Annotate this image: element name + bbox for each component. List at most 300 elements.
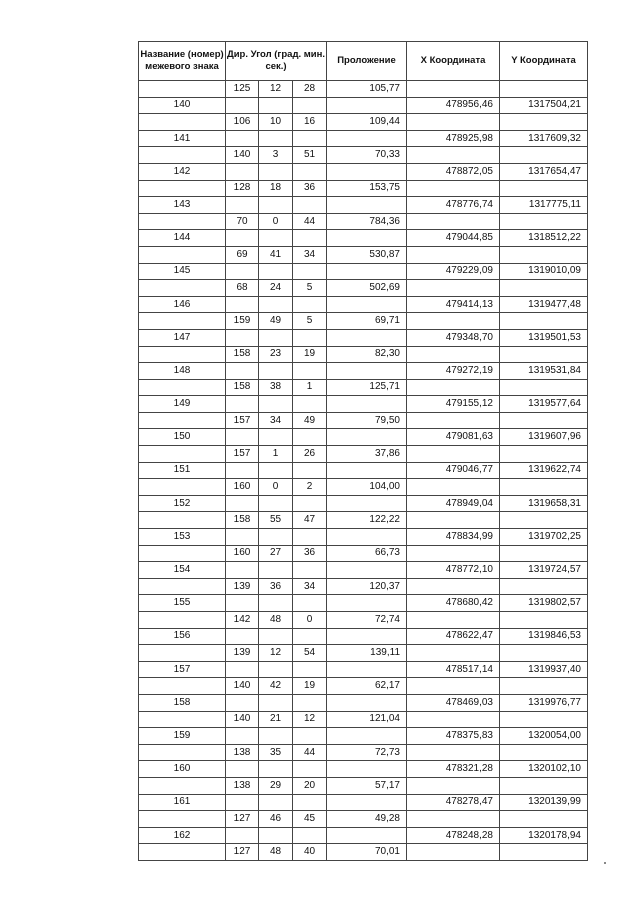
angle-min-cell (259, 827, 293, 844)
angle-sec-cell (293, 130, 327, 147)
angle-deg-cell: 157 (226, 446, 259, 463)
point-name-cell (139, 147, 226, 164)
angle-min-cell: 41 (259, 246, 293, 263)
angle-min-cell: 0 (259, 479, 293, 496)
y-coordinate-cell: 1320139,99 (500, 794, 588, 811)
angle-deg-cell (226, 661, 259, 678)
x-coordinate-cell: 478872,05 (407, 163, 500, 180)
y-coordinate-cell (500, 811, 588, 828)
x-coordinate-cell: 478248,28 (407, 827, 500, 844)
angle-min-cell: 55 (259, 512, 293, 529)
segment-row (139, 777, 588, 794)
angle-deg-cell (226, 761, 259, 778)
segment-row (139, 180, 588, 197)
point-name-cell: 152 (139, 495, 226, 512)
point-row (139, 230, 588, 247)
segment-row (139, 545, 588, 562)
y-coordinate-cell (500, 479, 588, 496)
point-row (139, 562, 588, 579)
length-cell: 153,75 (327, 180, 407, 197)
angle-deg-cell (226, 363, 259, 380)
angle-deg-cell (226, 163, 259, 180)
segment-row (139, 313, 588, 330)
angle-deg-cell: 127 (226, 844, 259, 861)
x-coordinate-cell: 478517,14 (407, 661, 500, 678)
point-name-cell (139, 645, 226, 662)
angle-deg-cell: 128 (226, 180, 259, 197)
segment-row (139, 81, 588, 98)
y-coordinate-cell: 1319724,57 (500, 562, 588, 579)
point-name-cell: 147 (139, 329, 226, 346)
length-cell: 72,74 (327, 612, 407, 629)
angle-min-cell: 34 (259, 412, 293, 429)
length-cell: 69,71 (327, 313, 407, 330)
length-cell (327, 429, 407, 446)
point-name-cell: 154 (139, 562, 226, 579)
angle-deg-cell: 160 (226, 479, 259, 496)
header-y: Y Координата (500, 42, 588, 81)
y-coordinate-cell (500, 612, 588, 629)
angle-deg-cell (226, 794, 259, 811)
point-name-cell: 153 (139, 529, 226, 546)
point-name-cell (139, 678, 226, 695)
angle-sec-cell (293, 827, 327, 844)
segment-row (139, 147, 588, 164)
angle-min-cell (259, 230, 293, 247)
y-coordinate-cell: 1319577,64 (500, 396, 588, 413)
x-coordinate-cell: 479044,85 (407, 230, 500, 247)
header-x: X Координата (407, 42, 500, 81)
point-name-cell (139, 612, 226, 629)
angle-sec-cell: 5 (293, 280, 327, 297)
angle-sec-cell: 54 (293, 645, 327, 662)
angle-deg-cell (226, 230, 259, 247)
angle-sec-cell (293, 595, 327, 612)
length-cell: 79,50 (327, 412, 407, 429)
y-coordinate-cell (500, 678, 588, 695)
angle-sec-cell: 12 (293, 711, 327, 728)
length-cell: 72,73 (327, 744, 407, 761)
angle-deg-cell (226, 694, 259, 711)
angle-sec-cell: 36 (293, 180, 327, 197)
length-cell: 104,00 (327, 479, 407, 496)
angle-min-cell (259, 661, 293, 678)
length-cell: 530,87 (327, 246, 407, 263)
x-coordinate-cell (407, 213, 500, 230)
angle-min-cell: 24 (259, 280, 293, 297)
point-name-cell: 149 (139, 396, 226, 413)
point-name-cell: 145 (139, 263, 226, 280)
y-coordinate-cell: 1319501,53 (500, 329, 588, 346)
y-coordinate-cell (500, 180, 588, 197)
angle-sec-cell (293, 329, 327, 346)
length-cell: 82,30 (327, 346, 407, 363)
point-name-cell: 162 (139, 827, 226, 844)
point-row (139, 661, 588, 678)
y-coordinate-cell (500, 147, 588, 164)
point-row (139, 827, 588, 844)
angle-min-cell (259, 296, 293, 313)
angle-min-cell: 27 (259, 545, 293, 562)
angle-deg-cell: 139 (226, 645, 259, 662)
angle-deg-cell: 125 (226, 81, 259, 98)
x-coordinate-cell: 478834,99 (407, 529, 500, 546)
angle-min-cell: 48 (259, 612, 293, 629)
segment-row (139, 114, 588, 131)
angle-min-cell: 23 (259, 346, 293, 363)
segment-row (139, 379, 588, 396)
angle-min-cell (259, 694, 293, 711)
segment-row (139, 711, 588, 728)
angle-min-cell (259, 363, 293, 380)
segment-row (139, 412, 588, 429)
point-name-cell (139, 512, 226, 529)
x-coordinate-cell: 478925,98 (407, 130, 500, 147)
point-row (139, 728, 588, 745)
angle-min-cell (259, 562, 293, 579)
segment-row (139, 512, 588, 529)
length-cell: 121,04 (327, 711, 407, 728)
point-row (139, 529, 588, 546)
x-coordinate-cell (407, 844, 500, 861)
length-cell (327, 794, 407, 811)
y-coordinate-cell: 1317609,32 (500, 130, 588, 147)
angle-sec-cell (293, 396, 327, 413)
point-name-cell (139, 346, 226, 363)
x-coordinate-cell (407, 711, 500, 728)
angle-min-cell (259, 263, 293, 280)
point-name-cell (139, 379, 226, 396)
y-coordinate-cell: 1320054,00 (500, 728, 588, 745)
segment-row (139, 612, 588, 629)
angle-min-cell (259, 595, 293, 612)
point-row (139, 263, 588, 280)
point-row (139, 462, 588, 479)
x-coordinate-cell (407, 147, 500, 164)
point-name-cell (139, 180, 226, 197)
x-coordinate-cell (407, 246, 500, 263)
angle-sec-cell: 44 (293, 213, 327, 230)
length-cell (327, 495, 407, 512)
y-coordinate-cell (500, 81, 588, 98)
length-cell: 105,77 (327, 81, 407, 98)
x-coordinate-cell (407, 81, 500, 98)
length-cell: 70,01 (327, 844, 407, 861)
length-cell (327, 130, 407, 147)
angle-deg-cell: 159 (226, 313, 259, 330)
point-name-cell (139, 114, 226, 131)
header-row (139, 42, 588, 81)
y-coordinate-cell (500, 246, 588, 263)
length-cell (327, 396, 407, 413)
angle-deg-cell (226, 728, 259, 745)
y-coordinate-cell: 1319658,31 (500, 495, 588, 512)
angle-sec-cell (293, 728, 327, 745)
angle-deg-cell (226, 529, 259, 546)
length-cell: 109,44 (327, 114, 407, 131)
point-row (139, 130, 588, 147)
x-coordinate-cell (407, 479, 500, 496)
y-coordinate-cell (500, 578, 588, 595)
x-coordinate-cell: 479414,13 (407, 296, 500, 313)
y-coordinate-cell (500, 777, 588, 794)
point-name-cell (139, 545, 226, 562)
angle-min-cell: 0 (259, 213, 293, 230)
angle-deg-cell (226, 628, 259, 645)
point-name-cell: 151 (139, 462, 226, 479)
length-cell: 70,33 (327, 147, 407, 164)
angle-min-cell (259, 163, 293, 180)
x-coordinate-cell: 479081,63 (407, 429, 500, 446)
angle-min-cell (259, 329, 293, 346)
point-name-cell: 144 (139, 230, 226, 247)
angle-deg-cell: 158 (226, 379, 259, 396)
x-coordinate-cell (407, 678, 500, 695)
angle-deg-cell: 160 (226, 545, 259, 562)
angle-sec-cell (293, 495, 327, 512)
angle-deg-cell (226, 495, 259, 512)
angle-deg-cell (226, 263, 259, 280)
angle-sec-cell (293, 761, 327, 778)
point-name-cell (139, 479, 226, 496)
length-cell: 120,37 (327, 578, 407, 595)
x-coordinate-cell (407, 512, 500, 529)
point-name-cell: 158 (139, 694, 226, 711)
angle-sec-cell: 19 (293, 346, 327, 363)
length-cell (327, 628, 407, 645)
y-coordinate-cell (500, 379, 588, 396)
angle-sec-cell: 5 (293, 313, 327, 330)
segment-row (139, 844, 588, 861)
angle-sec-cell: 44 (293, 744, 327, 761)
length-cell (327, 761, 407, 778)
segment-row (139, 246, 588, 263)
x-coordinate-cell (407, 612, 500, 629)
angle-sec-cell (293, 661, 327, 678)
length-cell: 62,17 (327, 678, 407, 695)
x-coordinate-cell (407, 446, 500, 463)
length-cell: 57,17 (327, 777, 407, 794)
angle-sec-cell (293, 694, 327, 711)
point-name-cell: 159 (139, 728, 226, 745)
x-coordinate-cell: 479155,12 (407, 396, 500, 413)
x-coordinate-cell: 479272,19 (407, 363, 500, 380)
point-name-cell: 156 (139, 628, 226, 645)
angle-min-cell (259, 396, 293, 413)
y-coordinate-cell: 1319531,84 (500, 363, 588, 380)
point-row (139, 396, 588, 413)
angle-deg-cell (226, 329, 259, 346)
point-row (139, 761, 588, 778)
angle-deg-cell (226, 562, 259, 579)
point-row (139, 197, 588, 214)
segment-row (139, 213, 588, 230)
angle-min-cell: 21 (259, 711, 293, 728)
x-coordinate-cell (407, 811, 500, 828)
segment-row (139, 578, 588, 595)
point-name-cell (139, 777, 226, 794)
x-coordinate-cell: 478949,04 (407, 495, 500, 512)
angle-min-cell: 38 (259, 379, 293, 396)
x-coordinate-cell (407, 313, 500, 330)
point-name-cell: 140 (139, 97, 226, 114)
point-name-cell: 142 (139, 163, 226, 180)
angle-min-cell: 10 (259, 114, 293, 131)
x-coordinate-cell (407, 346, 500, 363)
x-coordinate-cell: 478680,42 (407, 595, 500, 612)
angle-sec-cell (293, 529, 327, 546)
x-coordinate-cell (407, 645, 500, 662)
angle-sec-cell: 47 (293, 512, 327, 529)
y-coordinate-cell (500, 844, 588, 861)
y-coordinate-cell (500, 213, 588, 230)
point-row (139, 595, 588, 612)
coordinates-table-sheet (138, 41, 588, 861)
x-coordinate-cell (407, 180, 500, 197)
table-body (139, 81, 588, 861)
length-cell (327, 529, 407, 546)
angle-min-cell (259, 429, 293, 446)
y-coordinate-cell: 1318512,22 (500, 230, 588, 247)
y-coordinate-cell: 1319477,48 (500, 296, 588, 313)
angle-sec-cell (293, 462, 327, 479)
segment-row (139, 446, 588, 463)
angle-deg-cell (226, 396, 259, 413)
angle-min-cell (259, 529, 293, 546)
y-coordinate-cell: 1319802,57 (500, 595, 588, 612)
angle-sec-cell (293, 263, 327, 280)
angle-sec-cell: 19 (293, 678, 327, 695)
length-cell (327, 562, 407, 579)
length-cell (327, 263, 407, 280)
length-cell: 122,22 (327, 512, 407, 529)
length-cell (327, 595, 407, 612)
point-name-cell: 161 (139, 794, 226, 811)
angle-min-cell (259, 794, 293, 811)
length-cell: 502,69 (327, 280, 407, 297)
point-name-cell: 160 (139, 761, 226, 778)
angle-sec-cell: 40 (293, 844, 327, 861)
angle-min-cell: 12 (259, 81, 293, 98)
angle-min-cell (259, 197, 293, 214)
point-row (139, 363, 588, 380)
angle-deg-cell (226, 429, 259, 446)
length-cell: 125,71 (327, 379, 407, 396)
x-coordinate-cell: 479348,70 (407, 329, 500, 346)
point-name-cell (139, 280, 226, 297)
angle-deg-cell (226, 130, 259, 147)
length-cell: 139,11 (327, 645, 407, 662)
angle-deg-cell (226, 97, 259, 114)
length-cell (327, 694, 407, 711)
y-coordinate-cell (500, 280, 588, 297)
angle-min-cell (259, 462, 293, 479)
x-coordinate-cell: 478469,03 (407, 694, 500, 711)
angle-sec-cell: 28 (293, 81, 327, 98)
angle-deg-cell: 157 (226, 412, 259, 429)
angle-sec-cell: 20 (293, 777, 327, 794)
angle-deg-cell (226, 296, 259, 313)
angle-sec-cell (293, 97, 327, 114)
header-length: Проложение (327, 42, 407, 81)
y-coordinate-cell (500, 744, 588, 761)
y-coordinate-cell (500, 711, 588, 728)
angle-min-cell (259, 130, 293, 147)
x-coordinate-cell: 478772,10 (407, 562, 500, 579)
angle-sec-cell: 2 (293, 479, 327, 496)
y-coordinate-cell: 1320178,94 (500, 827, 588, 844)
scan-speck (604, 862, 606, 864)
segment-row (139, 678, 588, 695)
angle-min-cell: 42 (259, 678, 293, 695)
length-cell: 784,36 (327, 213, 407, 230)
point-row (139, 429, 588, 446)
length-cell (327, 230, 407, 247)
angle-sec-cell (293, 163, 327, 180)
angle-min-cell: 46 (259, 811, 293, 828)
point-name-cell: 148 (139, 363, 226, 380)
angle-min-cell (259, 495, 293, 512)
segment-row (139, 645, 588, 662)
y-coordinate-cell: 1319010,09 (500, 263, 588, 280)
x-coordinate-cell: 479046,77 (407, 462, 500, 479)
point-row (139, 495, 588, 512)
y-coordinate-cell (500, 446, 588, 463)
point-row (139, 296, 588, 313)
angle-min-cell (259, 628, 293, 645)
angle-sec-cell (293, 363, 327, 380)
angle-min-cell: 48 (259, 844, 293, 861)
point-name-cell (139, 313, 226, 330)
angle-min-cell: 12 (259, 645, 293, 662)
header-angle: Дир. Угол (град. мин. сек.) (226, 42, 327, 81)
angle-min-cell: 1 (259, 446, 293, 463)
y-coordinate-cell (500, 545, 588, 562)
point-row (139, 694, 588, 711)
point-name-cell (139, 81, 226, 98)
y-coordinate-cell: 1320102,10 (500, 761, 588, 778)
length-cell (327, 163, 407, 180)
point-row (139, 97, 588, 114)
y-coordinate-cell: 1319976,77 (500, 694, 588, 711)
y-coordinate-cell: 1317654,47 (500, 163, 588, 180)
y-coordinate-cell: 1319937,40 (500, 661, 588, 678)
angle-min-cell: 3 (259, 147, 293, 164)
y-coordinate-cell: 1319607,96 (500, 429, 588, 446)
segment-row (139, 744, 588, 761)
point-row (139, 163, 588, 180)
x-coordinate-cell: 478622,47 (407, 628, 500, 645)
segment-row (139, 280, 588, 297)
length-cell (327, 728, 407, 745)
x-coordinate-cell: 478375,83 (407, 728, 500, 745)
angle-sec-cell (293, 562, 327, 579)
angle-sec-cell: 16 (293, 114, 327, 131)
angle-sec-cell: 51 (293, 147, 327, 164)
y-coordinate-cell: 1317775,11 (500, 197, 588, 214)
point-name-cell (139, 578, 226, 595)
length-cell (327, 462, 407, 479)
point-name-cell: 150 (139, 429, 226, 446)
angle-sec-cell (293, 628, 327, 645)
y-coordinate-cell (500, 346, 588, 363)
length-cell (327, 363, 407, 380)
angle-deg-cell: 127 (226, 811, 259, 828)
y-coordinate-cell (500, 114, 588, 131)
angle-min-cell: 36 (259, 578, 293, 595)
angle-sec-cell: 36 (293, 545, 327, 562)
segment-row (139, 811, 588, 828)
